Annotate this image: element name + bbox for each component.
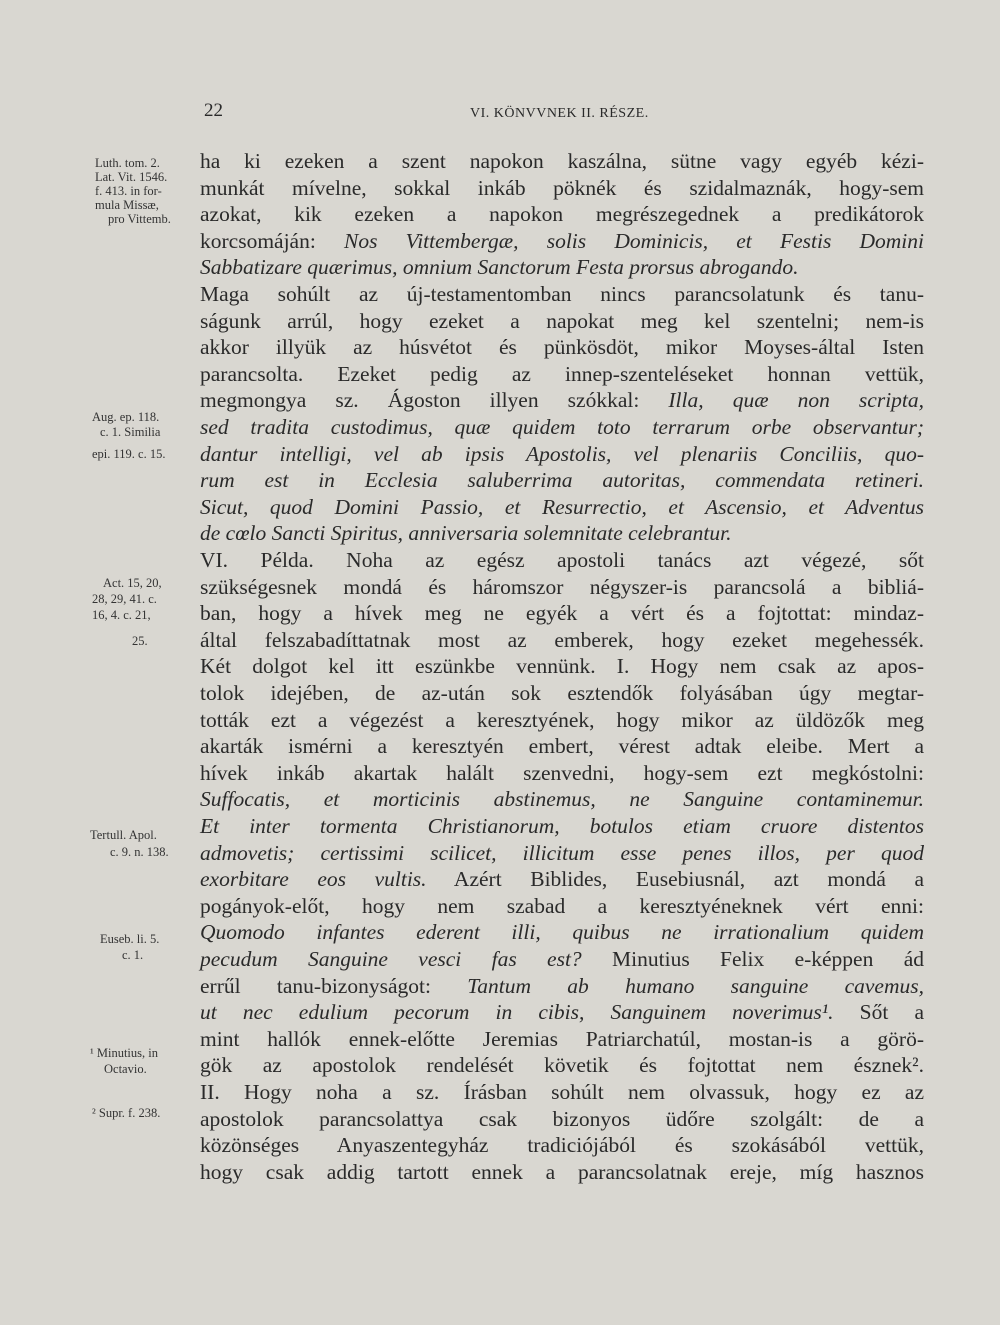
- margin-note: c. 1.: [122, 948, 144, 962]
- text-span: által felszabadíttatnak most az emberek, hogy ezeket megehessék.: [200, 627, 924, 652]
- text-span: hogy csak addig tartott ennek a parancsolatnak ereje, míg hasznos: [200, 1159, 924, 1184]
- text-line: [200, 1132, 924, 1158]
- text-line: [200, 973, 924, 999]
- italic-latin-text: de cœlo Sancti Spiritus, anniversaria solemnitate celebrantur.: [200, 521, 732, 546]
- text-line: [200, 254, 924, 280]
- text-span: gök az apostolok rendelését követik és fojtottat nem észnek².: [200, 1053, 924, 1078]
- text-span: szükségesnek mondá és háromszor négyszer-is parancsolá a bibliá-: [200, 574, 924, 599]
- italic-latin-text: rum est in Ecclesia saluberrima autoritas, commendata retineri.: [200, 468, 924, 493]
- text-span: munkát mívelne, sokkal inkáb pöknék és szidalmaznák, hogy-sem: [200, 175, 924, 200]
- footnote-ref: Octavio.: [104, 1062, 147, 1076]
- text-span: errűl tanu-bizonyságot:: [200, 973, 468, 998]
- italic-latin-text: pecudum Sanguine vesci fas est?: [200, 947, 582, 971]
- text-line: [200, 228, 924, 254]
- margin-note: Lat. Vit. 1546.: [95, 170, 168, 184]
- margin-note: pro Vittemb.: [108, 212, 171, 226]
- text-line: [200, 1079, 924, 1105]
- text-line: [200, 893, 924, 919]
- margin-note: 16, 4. c. 21,: [92, 608, 151, 622]
- text-span: apostolok parancsolattya csak bizonyos üdőre szolgált: de a: [200, 1106, 924, 1131]
- text-span: ságunk arrúl, hogy ezeket a napokat meg kel szentelni; nem-is: [200, 308, 924, 333]
- italic-latin-text: ut nec edulium pecorum in cibis, Sanguinem noverimus¹.: [200, 1000, 834, 1025]
- text-line: [200, 574, 924, 600]
- text-span: II. Hogy noha a sz. Írásban sohúlt nem olvassuk, hogy ez az: [200, 1080, 924, 1104]
- text-line: [200, 680, 924, 706]
- italic-latin-text: Et inter tormenta Christianorum, botulos etiam cruore distentos: [200, 814, 924, 838]
- italic-latin-text: Tantum ab humano sanguine cavemus,: [467, 973, 924, 998]
- margin-note: mula Missæ,: [95, 198, 159, 212]
- text-line: [200, 919, 924, 945]
- text-line: [200, 1159, 924, 1185]
- italic-latin-text: Illa, quæ non scripta,: [668, 388, 925, 413]
- text-span: VI. Példa. Noha az egész apostoli tanács azt végezé, sőt: [200, 548, 924, 572]
- text-line: [200, 334, 924, 360]
- text-span: közönséges Anyaszentegyház tradiciójából és szokásából vettük,: [200, 1133, 924, 1158]
- text-line: [200, 600, 924, 626]
- margin-note: 25.: [132, 634, 148, 648]
- italic-latin-text: Suffocatis, et morticinis abstinemus, ne Sanguine contaminemur.: [200, 787, 924, 812]
- text-span: Két dolgot kel itt eszünkbe vennünk. I. Hogy nem csak az apos-: [200, 654, 924, 679]
- text-line: [200, 467, 924, 493]
- italic-latin-text: exorbitare eos vultis.: [200, 867, 427, 892]
- italic-latin-text: Nos Vittembergæ, solis Dominicis, et Festis Domini: [344, 228, 924, 253]
- running-title: VI. KÖNVVNEK II. RÉSZE.: [470, 106, 649, 121]
- text-line: [200, 148, 924, 174]
- text-line: [200, 175, 924, 201]
- text-span: Maga sohúlt az új-testamentomban nincs parancsolatunk és tanu-: [200, 282, 924, 306]
- text-line: [200, 707, 924, 733]
- margin-note: 28, 29, 41. c.: [92, 592, 157, 606]
- text-line: [200, 733, 924, 759]
- text-line: [200, 414, 924, 440]
- text-span: akarták ismérni a keresztyén embert, vérest adtak eleibe. Mert a: [200, 734, 924, 759]
- text-line: [200, 1052, 924, 1078]
- text-span: azokat, kik ezeken a napokon megrészegednek a predikátorok: [200, 202, 924, 227]
- text-line: [200, 653, 924, 679]
- text-line: [200, 494, 924, 520]
- margin-note: f. 413. in for-: [95, 184, 162, 198]
- margin-note: Euseb. li. 5.: [100, 932, 160, 946]
- italic-latin-text: dantur intelligi, vel ab ipsis Apostolis, vel plenariis Conciliis, quo-: [200, 441, 924, 466]
- text-line: [200, 441, 924, 467]
- text-line: [200, 866, 924, 892]
- margin-note: Act. 15, 20,: [103, 576, 162, 590]
- italic-latin-text: Sicut, quod Domini Passio, et Resurrectio, et Ascensio, et Adventus: [200, 494, 924, 519]
- text-line: [200, 520, 924, 546]
- italic-latin-text: admovetis; certissimi scilicet, illicitum esse penes illos, per quod: [200, 840, 924, 865]
- margin-note: Tertull. Apol.: [90, 828, 157, 842]
- text-line: [200, 281, 924, 307]
- footnote-ref: ² Supr. f. 238.: [92, 1106, 161, 1120]
- text-span: pogányok-előt, hogy nem szabad a keresztyéneknek vért enni:: [200, 893, 924, 918]
- text-span: ha ki ezeken a szent napokon kaszálna, sütne vagy egyéb kézi-: [200, 149, 924, 173]
- text-span: tolok idejében, de az-után sok esztendők folyásában úgy megtar-: [200, 681, 924, 705]
- margin-note: Aug. ep. 118.: [92, 410, 160, 424]
- text-span: megmongya sz. Ágoston illyen szókkal:: [200, 388, 669, 413]
- text-line: [200, 786, 924, 812]
- text-span: Sőt a: [833, 1000, 924, 1025]
- text-line: [200, 547, 924, 573]
- text-line: [200, 999, 924, 1025]
- text-line: [200, 1026, 924, 1052]
- italic-latin-text: Sabbatizare quærimus, omnium Sanctorum Festa prorsus abrogando.: [200, 255, 799, 280]
- text-span: Azért Biblides, Eusebiusnál, azt mondá a: [426, 867, 924, 892]
- text-span: korcsomáján:: [200, 228, 345, 253]
- text-span: parancsolta. Ezeket pedig az innep-szenteléseket honnan vettük,: [200, 361, 924, 386]
- text-line: [200, 627, 924, 653]
- margin-note: c. 9. n. 138.: [110, 845, 169, 859]
- text-span: tották ezt a végezést a keresztyének, hogy mikor az üldözők meg: [200, 707, 924, 732]
- text-span: hívek inkáb akartak halált szenvedni, hogy-sem ezt megkóstolni:: [200, 760, 924, 785]
- margin-note: Luth. tom. 2.: [95, 156, 160, 170]
- text-line: [200, 387, 924, 413]
- italic-latin-text: Quomodo infantes ederent illi, quibus ne irrationalium quidem: [200, 920, 924, 945]
- margin-note: epi. 119. c. 15.: [92, 447, 166, 461]
- text-span: ban, hogy a hívek meg ne egyék a vért és a fojtottat: mindaz-: [200, 601, 924, 626]
- text-line: [200, 1106, 924, 1132]
- footnote-ref: ¹ Minutius, in: [90, 1046, 158, 1060]
- text-span: akkor illyük az húsvétot és pünkösdöt, mikor Moyses-által Isten: [200, 335, 924, 360]
- text-span: Minutius Felix e-képpen ád: [581, 947, 924, 971]
- text-line: [200, 361, 924, 387]
- text-line: [200, 813, 924, 839]
- text-line: [200, 308, 924, 334]
- text-span: mint hallók ennek-előtte Jeremias Patriarchatúl, mostan-is a görö-: [200, 1026, 924, 1051]
- page-number: 22: [204, 100, 223, 121]
- italic-latin-text: sed tradita custodimus, quæ quidem toto terrarum orbe observantur;: [200, 415, 924, 439]
- text-line: [200, 201, 924, 227]
- text-line: [200, 760, 924, 786]
- text-line: [200, 946, 924, 972]
- margin-note: c. 1. Similia: [100, 425, 161, 439]
- text-line: [200, 840, 924, 866]
